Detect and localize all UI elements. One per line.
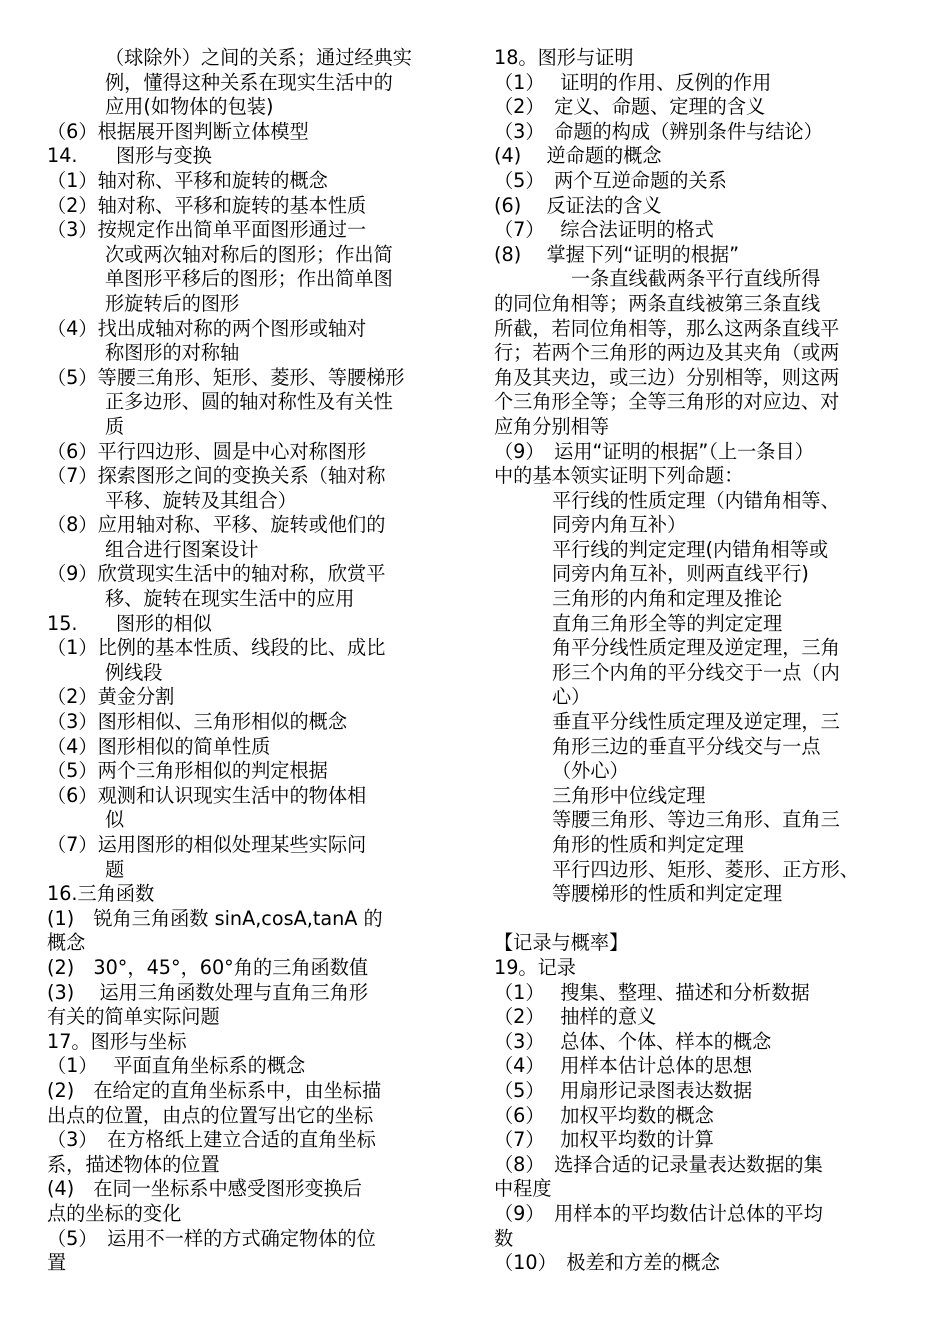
text-line: 的同位角相等；两条直线被第三条直线 (494, 291, 821, 315)
text-line: 一条直线截两条平行直线所得 (571, 267, 821, 291)
text-line: （9）欣赏现实生活中的轴对称，欣赏平 (47, 562, 386, 586)
text-line: 形旋转后的图形 (105, 291, 240, 315)
text-line: 平移、旋转及其组合） (105, 488, 297, 512)
text-line: 角及其夹边，或三边）分别相等，则这两 (494, 365, 840, 389)
text-line: （2） 抽样的意义 (494, 1005, 657, 1029)
text-line: 18。图形与证明 (494, 46, 634, 69)
text-line: (8) 掌握下列“证明的根据” (494, 242, 740, 266)
text-line: 三角形中位线定理 (552, 783, 706, 807)
text-line: （9） 运用“证明的根据”（上一条目） (494, 439, 814, 463)
text-line: （3） 命题的构成（辨别条件与结论） (494, 119, 823, 143)
text-line: 同旁内角互补） (552, 513, 687, 537)
text-line: 称图形的对称轴 (105, 341, 240, 365)
text-line: （7） 综合法证明的格式 (494, 218, 714, 242)
text-line: 垂直平分线性质定理及逆定理，三 (552, 710, 840, 734)
text-line: 应角分别相等 (494, 414, 610, 438)
right-column (494, 46, 912, 1276)
text-line: 质 (105, 414, 125, 438)
text-line: (2) 在给定的直角坐标系中，由坐标描 (47, 1078, 382, 1102)
text-line: （8） 选择合适的记录量表达数据的集 (494, 1152, 823, 1176)
text-line: 移、旋转在现实生活中的应用 (105, 587, 355, 611)
text-line: 直角三角形全等的判定定理 (552, 611, 783, 635)
text-line: 置 (47, 1251, 67, 1275)
text-line: （5） 两个互逆命题的关系 (494, 168, 727, 192)
text-line: 等腰三角形、等边三角形、直角三 (552, 808, 840, 832)
text-line: 例，懂得这种关系在现实生活中的 (105, 70, 393, 94)
text-line: （6）观测和认识现实生活中的物体相 (47, 783, 367, 807)
text-line: 中的基本领实证明下列命题： (494, 464, 744, 488)
text-line: （2）轴对称、平移和旋转的基本性质 (47, 193, 367, 217)
text-line: （3） 总体、个体、样本的概念 (494, 1029, 772, 1053)
text-line: （5）两个三角形相似的判定根据 (47, 759, 328, 783)
text-line: （1） 搜集、整理、描述和分析数据 (494, 980, 810, 1004)
text-line: 数 (494, 1226, 514, 1250)
text-line: （3） 在方格纸上建立合适的直角坐标 (47, 1128, 376, 1152)
text-line: 概念 (47, 931, 86, 955)
text-line: 16.三角函数 (47, 882, 155, 906)
text-line: （3）按规定作出简单平面图形通过一 (47, 218, 367, 242)
text-line: （4） 用样本估计总体的思想 (494, 1054, 753, 1078)
text-line: 等腰梯形的性质和判定定理 (552, 882, 783, 906)
text-line: （1）比例的基本性质、线段的比、成比 (47, 636, 386, 660)
text-line: （1）轴对称、平移和旋转的概念 (47, 168, 328, 192)
text-line (494, 907, 912, 932)
text-line: 角形三边的垂直平分线交与一点 (552, 734, 821, 758)
text-line: 次或两次轴对称后的图形；作出简 (105, 242, 393, 266)
text-line: 形三个内角的平分线交于一点（内 (552, 660, 840, 684)
text-line: （2）黄金分割 (47, 685, 175, 709)
text-line: 15. 图形的相似 (47, 611, 212, 635)
text-line: 17。图形与坐标 (47, 1029, 187, 1053)
text-line: 心） (552, 685, 591, 709)
text-line: （5） 运用不一样的方式确定物体的位 (47, 1226, 376, 1250)
text-line: 平行线的判定定理(内错角相等或 (552, 537, 829, 561)
text-line: （6）根据展开图判断立体模型 (47, 119, 309, 143)
text-line: （6） 加权平均数的概念 (494, 1103, 714, 1127)
text-line: （6）平行四边形、圆是中心对称图形 (47, 439, 367, 463)
text-line: (3) 运用三角函数处理与直角三角形 (47, 980, 369, 1004)
text-line: （4）图形相似的简单性质 (47, 734, 271, 758)
text-line: （7）探索图形之间的变换关系（轴对称 (47, 464, 386, 488)
text-line: 题 (105, 857, 125, 881)
text-line: 角形的性质和判定定理 (552, 833, 744, 856)
text-line: (4) 在同一坐标系中感受图形变换后 (47, 1177, 362, 1201)
text-line: 19。记录 (494, 955, 576, 979)
text-line: 出点的位置，由点的位置写出它的坐标 (47, 1103, 374, 1127)
text-line: （5） 用扇形记录图表达数据 (494, 1078, 753, 1102)
text-line: （5）等腰三角形、矩形、菱形、等腰梯形 (47, 365, 405, 389)
text-line: 单图形平移后的图形；作出简单图 (105, 267, 393, 291)
text-line: （8）应用轴对称、平移、旋转或他们的 (47, 513, 386, 537)
text-line: 似 (105, 808, 125, 832)
text-line: 行；若两个三角形的两边及其夹角（或两 (494, 341, 840, 365)
text-line: 同旁内角互补，则两直线平行) (552, 562, 809, 586)
text-line: (6) 反证法的含义 (494, 193, 662, 217)
text-line: 点的坐标的变化 (47, 1201, 182, 1225)
text-line: （外心） (552, 759, 629, 783)
text-line: （1） 平面直角坐标系的概念 (47, 1054, 306, 1078)
text-line: 平行线的性质定理（内错角相等、 (552, 488, 840, 512)
text-line: (4) 逆命题的概念 (494, 144, 662, 168)
text-line: 组合进行图案设计 (105, 537, 259, 561)
text-line: 所截，若同位角相等，那么这两条直线平 (494, 316, 840, 340)
text-line: （4）找出成轴对称的两个图形或轴对 (47, 316, 367, 340)
text-line: 例线段 (105, 660, 163, 684)
text-line: (2) 30°，45°，60°角的三角函数值 (47, 955, 369, 979)
text-line: （7） 加权平均数的计算 (494, 1128, 714, 1152)
text-line: （球除外）之间的关系；通过经典实 (105, 46, 412, 69)
text-line: 中程度 (494, 1177, 552, 1201)
text-line: （3）图形相似、三角形相似的概念 (47, 710, 348, 734)
text-line: 三角形的内角和定理及推论 (552, 587, 783, 611)
text-line: 应用(如物体的包装) (105, 95, 274, 119)
text-line: 角平分线性质定理及逆定理，三角 (552, 636, 840, 660)
text-line: （9） 用样本的平均数估计总体的平均 (494, 1201, 823, 1225)
text-line: 有关的简单实际问题 (47, 1005, 220, 1029)
text-line: （7）运用图形的相似处理某些实际问 (47, 833, 367, 856)
text-line: （10） 极差和方差的概念 (494, 1251, 720, 1275)
text-line: 正多边形、圆的轴对称性及有关性 (105, 390, 393, 414)
text-line: 个三角形全等；全等三角形的对应边、对 (494, 390, 840, 414)
text-line: 系，描述物体的位置 (47, 1152, 220, 1176)
text-line: 14. 图形与变换 (47, 144, 212, 168)
text-line: （1） 证明的作用、反例的作用 (494, 70, 772, 94)
text-line: （2） 定义、命题、定理的含义 (494, 95, 766, 119)
text-line: 平行四边形、矩形、菱形、正方形、 (552, 857, 859, 881)
text-line: (1) 锐角三角函数 sinA,cosA,tanA 的 (47, 906, 383, 930)
left-column (47, 46, 465, 1276)
text-line: 【记录与概率】 (494, 931, 629, 955)
